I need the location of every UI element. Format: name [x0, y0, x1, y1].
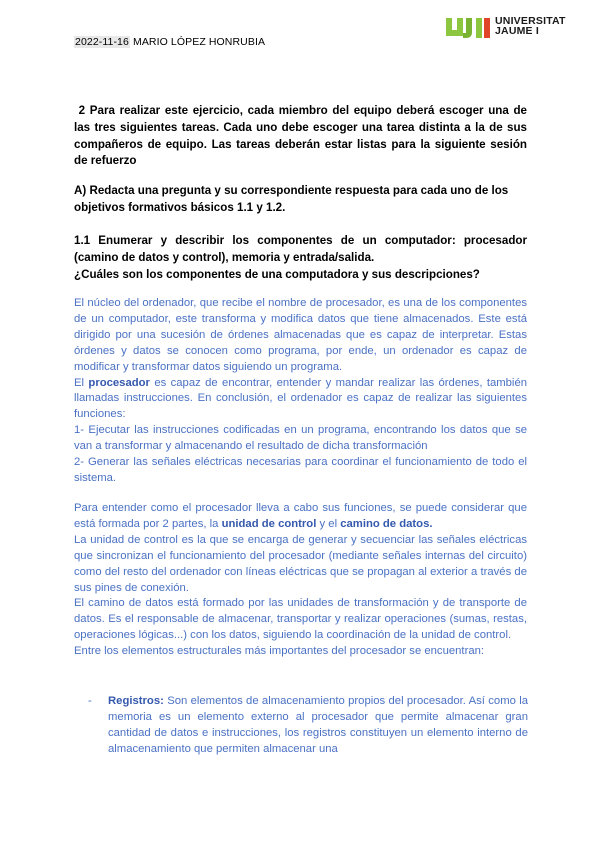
- answer-block-2: [74, 501, 527, 660]
- header-meta: [74, 36, 265, 48]
- uji-logo-icon: [446, 16, 492, 40]
- logo-mark-icon: [446, 14, 492, 40]
- paragraph: Para entender como el procesador lleva a cabo sus funciones, se puede considerar que está formada por 2 partes, la unidad de control y el camino de datos.: [74, 502, 527, 530]
- section-11-title: 1.1 Enumerar y describir los componentes de un computador: procesador (camino de datos y control), memoria y entrada/salida.: [74, 234, 527, 264]
- list-item: 1- Ejecutar las instrucciones codificadas en un programa, encontrando los datos que se van a transformar y almacenando el resultado de dicha transformación: [74, 424, 527, 453]
- task-heading: [74, 103, 527, 170]
- document-date: 2022-11-16: [75, 36, 129, 48]
- university-logo: [446, 14, 576, 40]
- paragraph: El procesador es capaz de encontrar, entender y mandar realizar las órdenes, también llamadas instrucciones. En conclusión, el ordenador es capaz de realizar las siguientes funciones:: [74, 376, 528, 421]
- task-heading-text: 2 Para realizar este ejercicio, cada miembro del equipo deberá escoger una de las tres siguientes tareas. Cada uno debe escoger una tarea distinta a la de sus compañeros de equipo. Las tareas deberán estar listas para la siguiente sesión de refuerzo: [74, 104, 527, 168]
- logo-line-1: UNIVERSITAT: [495, 15, 566, 27]
- paragraph: La unidad de control es la que se encarga de generar y secuenciar las señales eléctricas que sincronizan el funcionamiento del procesador (mediante señales internas del circuito) como del resto del ordenador con líneas eléctricas que se propagan al exterior a través de sus pines de conexión.: [74, 533, 527, 594]
- bullet-dash: -: [88, 695, 92, 707]
- section-a-heading: A) Redacta una pregunta y su correspondiente respuesta para cada uno de los objetivos formativos básicos 1.1 y 1.2.: [74, 184, 509, 214]
- document-author: MARIO LÓPEZ HONRUBIA: [132, 36, 266, 48]
- list-item: 2- Generar las señales eléctricas necesarias para coordinar el funcionamiento de todo el sistema.: [74, 456, 527, 484]
- registros-item: [88, 694, 528, 758]
- section-11: [74, 233, 527, 283]
- registros-text: Registros: Son elementos de almacenamiento propios del procesador. Así como la memoria es un elemento externo al procesador que permite almacenar gran cantidad de datos e instrucciones, los registros constituyen un elemento interno de almacenamiento que permiten almacenar una: [108, 695, 528, 755]
- bold-term: camino de datos.: [340, 517, 433, 530]
- paragraph: El camino de datos está formado por las unidades de transformación y de transporte de datos. Es el responsable de almacenar, transportar y realizar operaciones (sumas, restas, operaciones lógicas...) con los datos, siguiendo la coordinación de la unidad de control.: [74, 597, 527, 642]
- answer-block-1: [74, 296, 527, 487]
- section-11-question: ¿Cuáles son los componentes de una computadora y sus descripciones?: [74, 267, 480, 281]
- paragraph: El núcleo del ordenador, que recibe el nombre de procesador, es una de los componentes de un computador, este transforma y modifica datos que tiene almacenados. Este está dirigido por una sucesión de órdenes almacenadas que es capaz de interpretar. Estas órdenes y datos se conocen como programa, por ende, un ordenador es capaz de modificar y transformar datos siguiendo un programa.: [74, 297, 527, 373]
- bold-term: unidad de control: [221, 517, 317, 530]
- logo-text: [495, 16, 566, 36]
- bold-term: Registros:: [108, 695, 164, 707]
- logo-line-2: JAUME I: [495, 25, 539, 37]
- bold-term: procesador: [88, 376, 150, 389]
- paragraph: Entre los elementos estructurales más importantes del procesador se encuentran:: [74, 645, 485, 658]
